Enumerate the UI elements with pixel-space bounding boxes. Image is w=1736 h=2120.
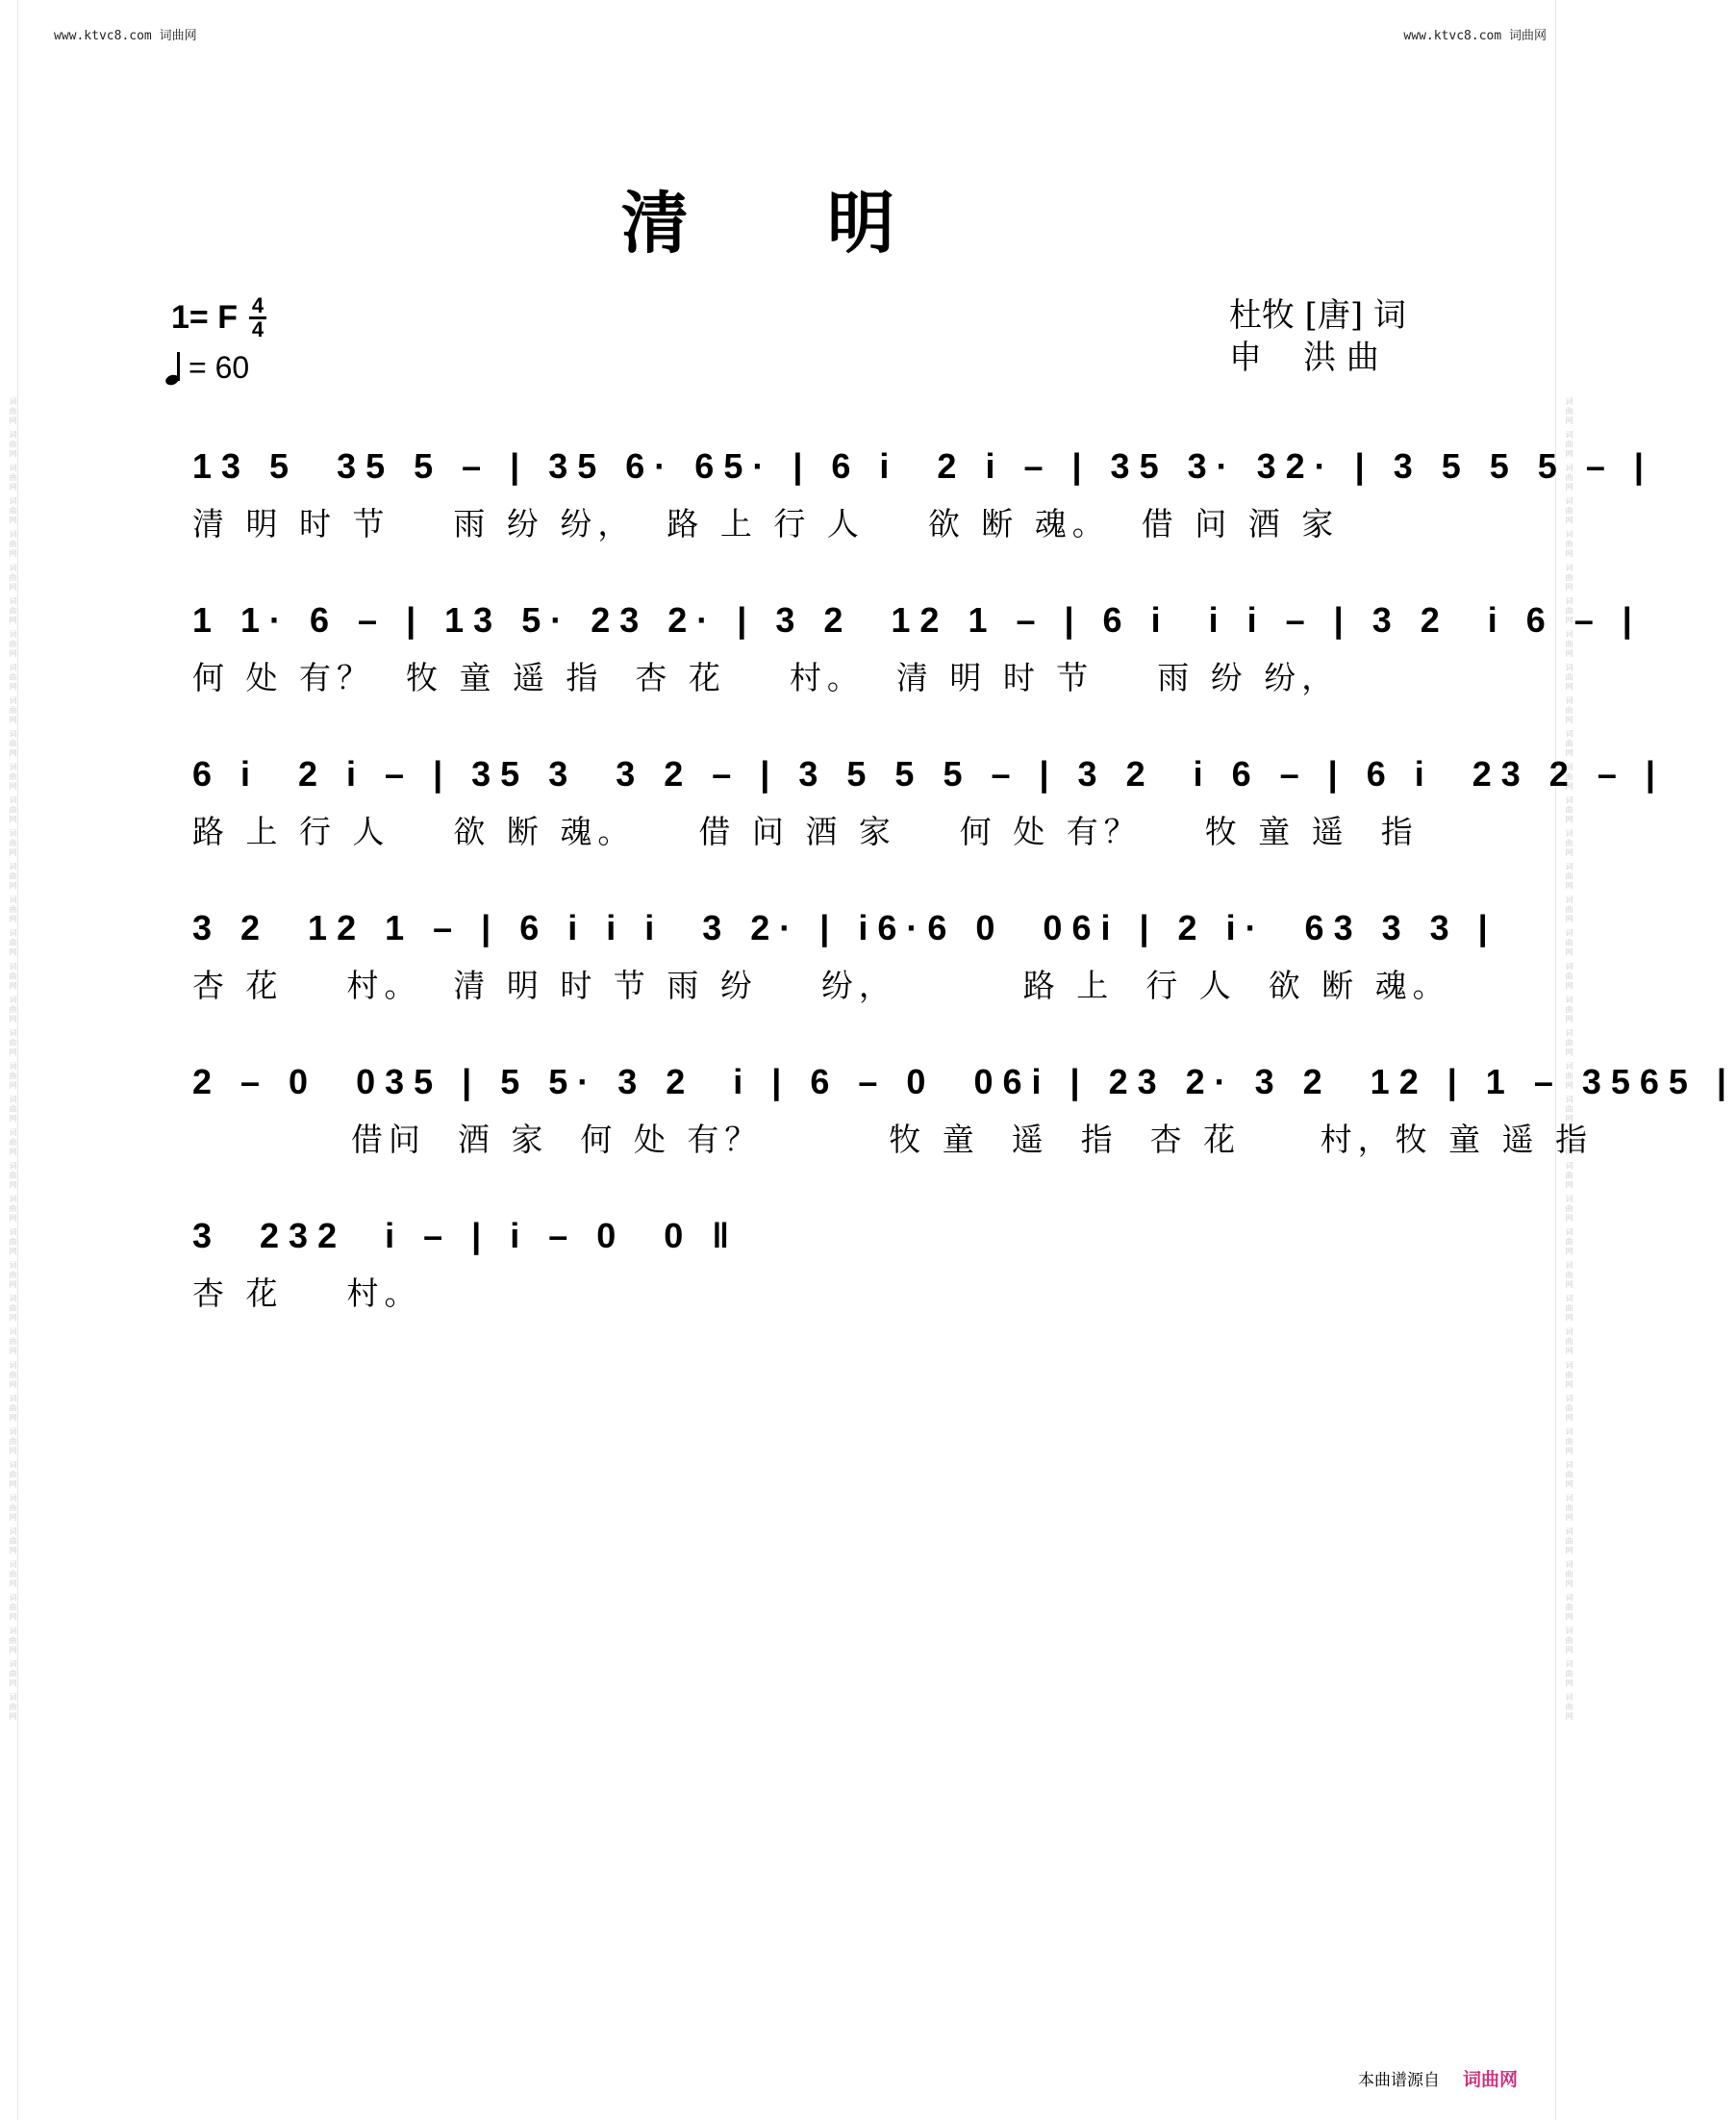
tempo-value: = 60 [189, 350, 250, 385]
lyrics: 杏 花 村。 [192, 1275, 422, 1312]
time-signature [249, 293, 266, 341]
credits [1229, 294, 1406, 379]
tempo-marking [165, 350, 249, 386]
footer [1358, 2065, 1518, 2091]
lyrics: 何 处 有？ 牧 童 遥 指 杏 花 村。 清 明 时 节 雨 纷 纷， [192, 659, 1340, 696]
key-signature [171, 293, 266, 341]
notation: 13 5 35 5 – | 35 6· 65· | 6 i 2 i – | 35 3· 32· | 3 5 5 5 – | [192, 446, 1653, 486]
time-bottom: 4 [251, 317, 264, 341]
lyrics: 清 明 时 节 雨 纷 纷， 路 上 行 人 欲 断 魂。 借 问 酒 家 [192, 505, 1340, 543]
score-line [192, 433, 1653, 587]
notation: 3 2 12 1 – | 6 i i i 3 2· | i6·6 0 06i | 2 i· 63 3 3 | [192, 908, 1497, 947]
lyrics: 借问 酒 家 何 处 有？ 牧 童 遥 指 杏 花 村，牧 童 遥 指 [192, 1121, 1594, 1158]
right-watermark-strip: 词曲网 词曲网 词曲网 词曲网 词曲网 词曲网 词曲网 词曲网 词曲网 词曲网 词曲网 词曲网 词曲网 词曲网 词曲网 词曲网 词曲网 词曲网 词曲网 词曲网 词曲网 词曲网 词曲网 词曲网 词曲网 词曲网 词曲网 词曲网 词曲网 词曲网 词曲网 词曲网 词曲网 词曲网 词曲网 词曲网 词曲网 词曲网 词曲网 词曲网 [1555, 0, 1573, 2120]
score-line [192, 587, 1642, 741]
left-watermark-strip: 词曲网 词曲网 词曲网 词曲网 词曲网 词曲网 词曲网 词曲网 词曲网 词曲网 词曲网 词曲网 词曲网 词曲网 词曲网 词曲网 词曲网 词曲网 词曲网 词曲网 词曲网 词曲网 词曲网 词曲网 词曲网 词曲网 词曲网 词曲网 词曲网 词曲网 词曲网 词曲网 词曲网 词曲网 词曲网 词曲网 词曲网 词曲网 词曲网 词曲网 [0, 0, 18, 2120]
lyricist: 杜牧 [唐] 词 [1228, 296, 1406, 335]
score-line [192, 1048, 1736, 1202]
notation: 2 – 0 035 | 5 5· 3 2 i | 6 – 0 06i | 23 2· 3 2 12 | 1 – 3565 | [192, 1062, 1736, 1101]
key-label: 1= F [171, 299, 238, 336]
footer-source: 本曲谱源自 [1357, 2071, 1440, 2090]
notation: 6 i 2 i – | 35 3 3 2 – | 3 5 5 5 – | 3 2 i 6 – | 6 i 23 2 – | [192, 754, 1665, 794]
lyrics: 杏 花 村。 清 明 时 节 雨 纷 纷， 路 上 行 人 欲 断 魂。 [192, 967, 1450, 1004]
notation: 1 1· 6 – | 13 5· 23 2· | 3 2 12 1 – | 6 i i i – | 3 2 i 6 – | [192, 600, 1642, 640]
composer: 申 洪 曲 [1228, 339, 1379, 377]
time-top: 4 [251, 293, 264, 317]
site-url-right[interactable]: www.ktvc8.com 词曲网 [1403, 29, 1547, 43]
score-line [192, 741, 1665, 895]
footer-brand-link[interactable]: 词曲网 [1462, 2069, 1518, 2090]
score-line [192, 1202, 1423, 1356]
song-title: 清 明 [620, 183, 953, 263]
notation: 3 232 i – | i – 0 0 ‖ [192, 1216, 740, 1255]
site-url-left[interactable]: www.ktvc8.com 词曲网 [54, 29, 197, 43]
score-line [192, 895, 1497, 1048]
lyrics: 路 上 行 人 欲 断 魂。 借 问 酒 家 何 处 有？ 牧 童 遥 指 [192, 813, 1419, 850]
quarter-note-icon [165, 352, 183, 385]
